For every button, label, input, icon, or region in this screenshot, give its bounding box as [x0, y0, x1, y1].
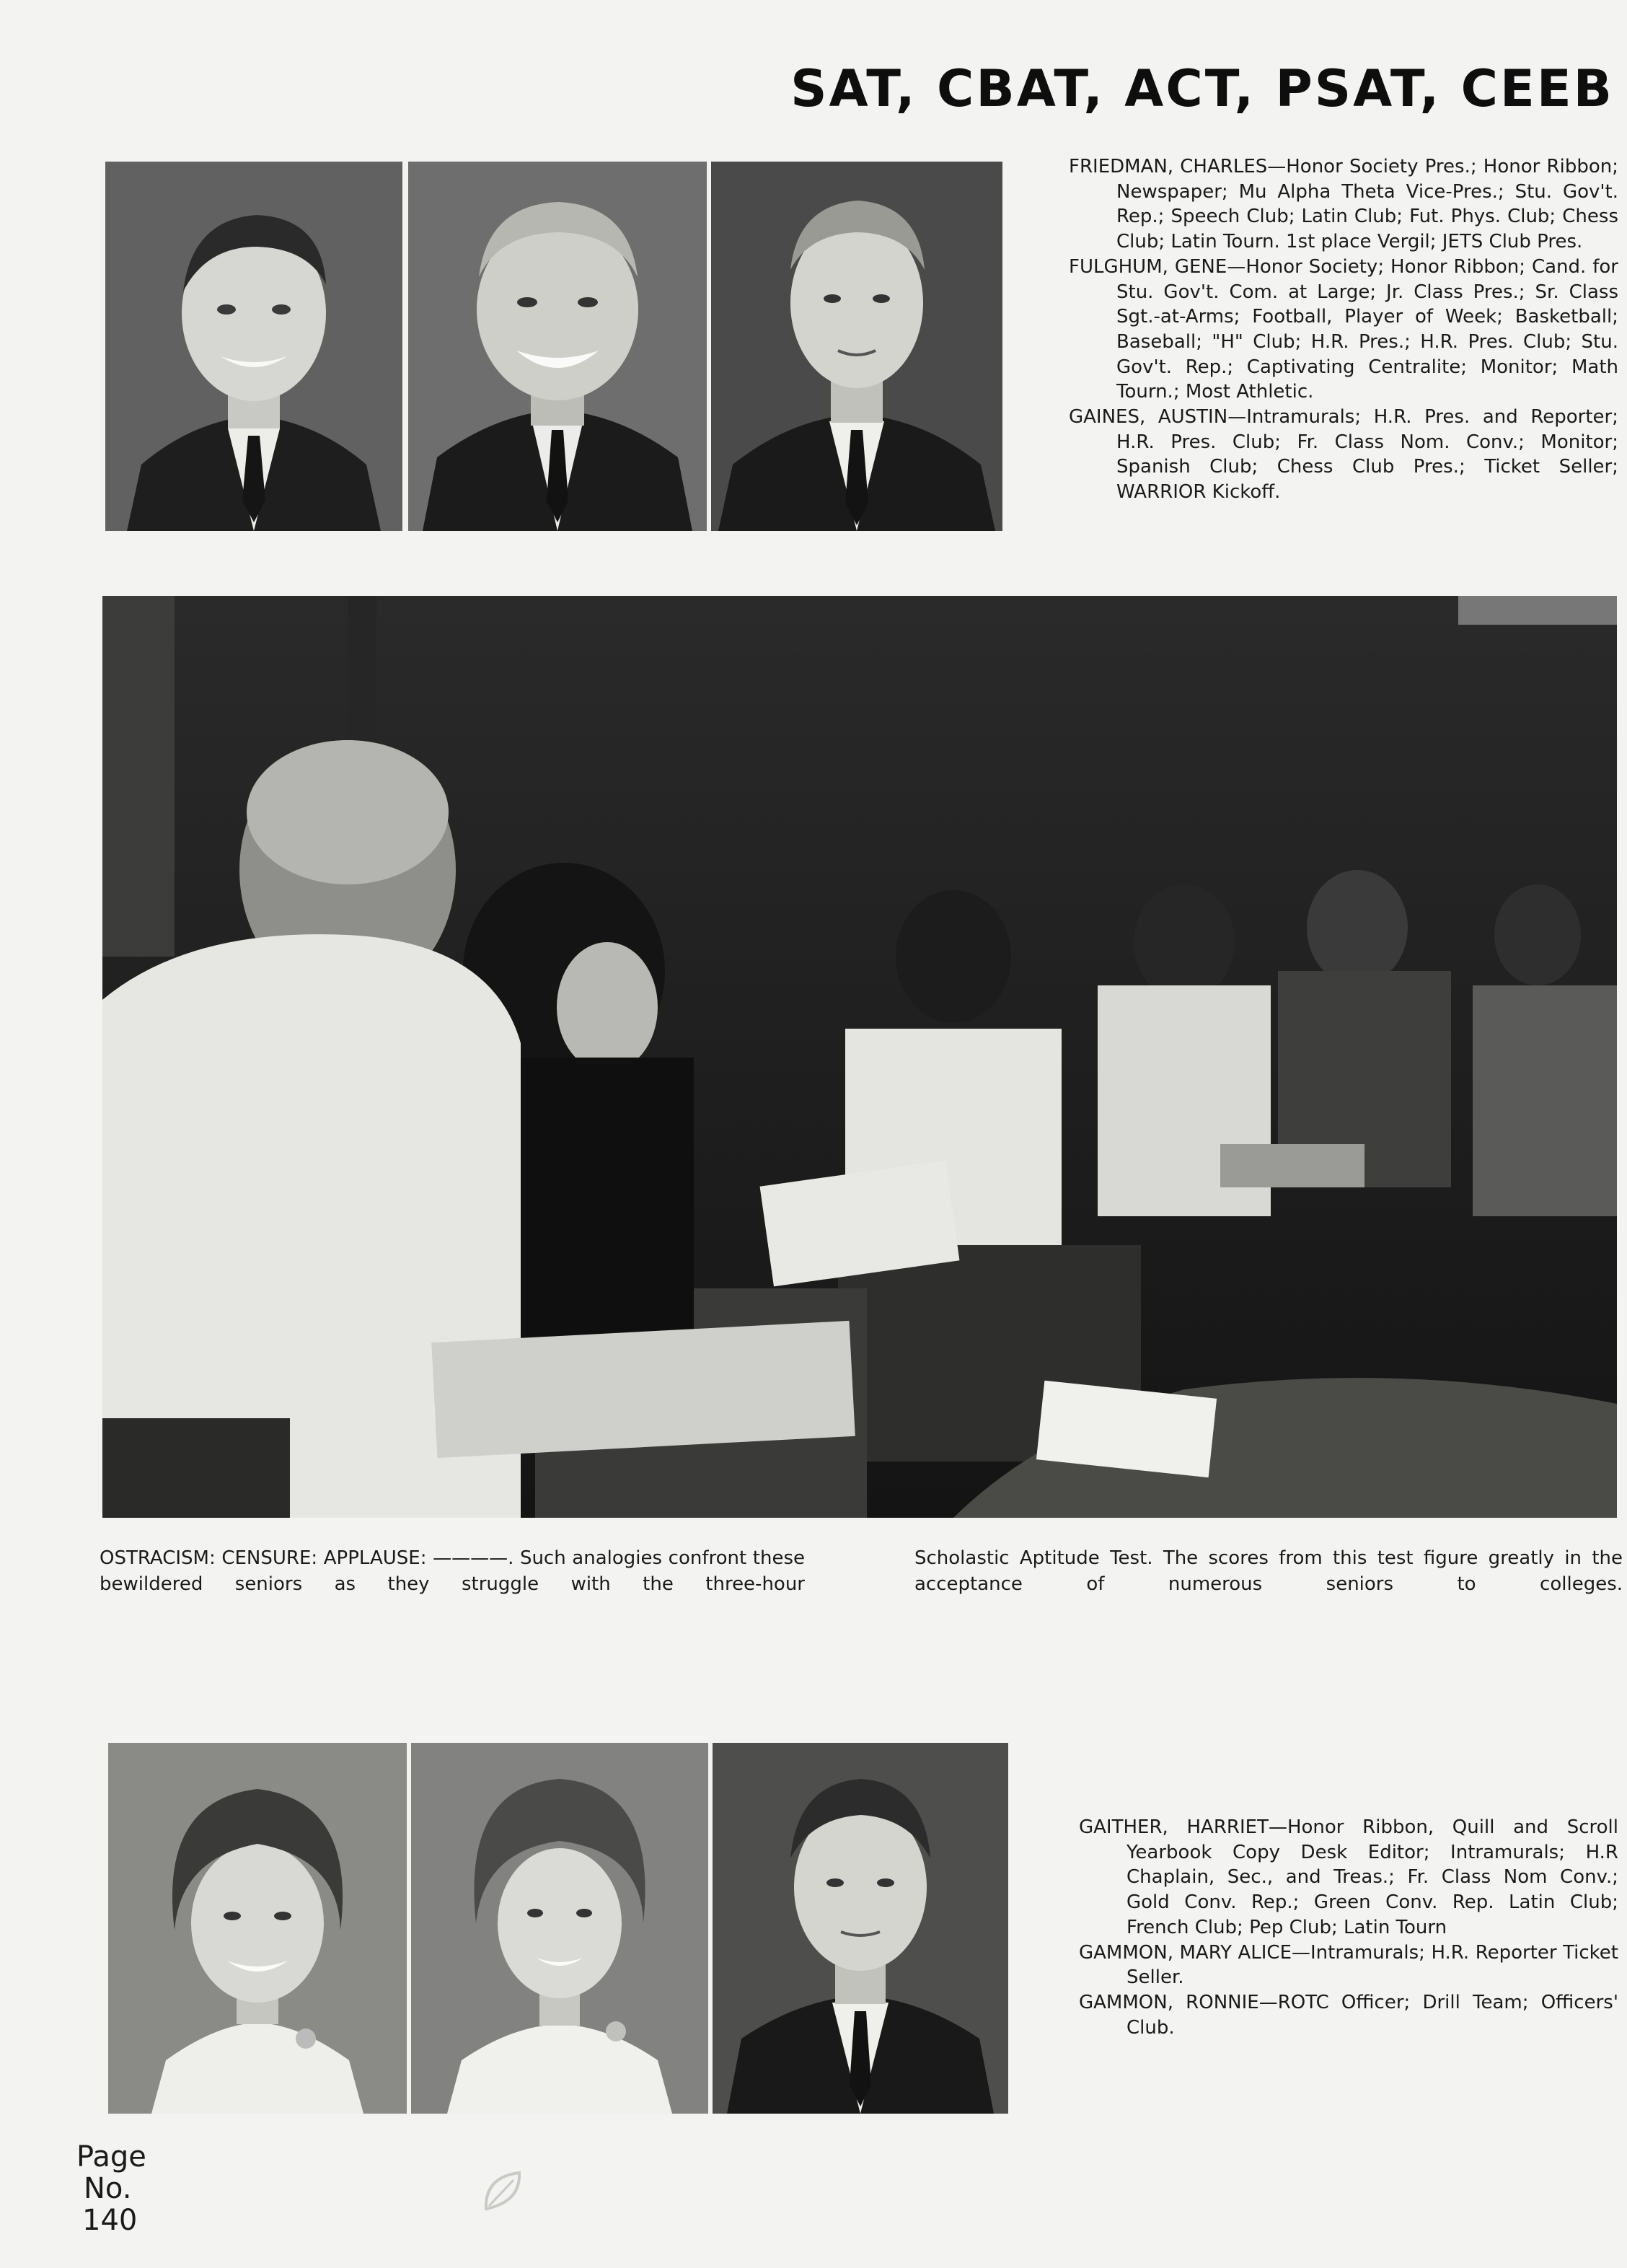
bio-name: GAMMON, RONNIE	[1079, 1991, 1259, 2013]
top-bio-column	[1069, 154, 1618, 505]
bio-details: Honor Society Pres.; Honor Ribbon; Newspaper; Mu Alpha Theta Vice-Pres.; Stu. Gov't. Rep.; Speech Club; Latin Club; Fut. Phys. Club; Chess Club; Latin Tourn. 1st place Vergil; JETS Club Pres.	[1116, 156, 1618, 253]
page-number	[76, 2141, 146, 2236]
bio-name: FULGHUM, GENE	[1069, 255, 1227, 278]
bio-name: FRIEDMAN, CHARLES	[1069, 156, 1268, 177]
bio-entry: GAMMON, MARY ALICE—Intramurals; H.R. Reporter Ticket Seller.	[1079, 1941, 1618, 1989]
portrait-photo-mary-alice-gammon	[411, 1743, 708, 2114]
bio-details: Intramurals; H.R. Reporter Ticket Seller.	[1126, 1941, 1618, 1989]
photo-caption-right: Scholastic Aptitude Test. The scores from this test figure greatly in the acceptance of numerous seniors to colleges.	[914, 1547, 1623, 1595]
bio-name: GAINES, AUSTIN	[1069, 406, 1228, 428]
portrait-photo-gaither	[108, 1743, 407, 2114]
bio-entry: FRIEDMAN, CHARLES—Honor Society Pres.; Honor Ribbon; Newspaper; Mu Alpha Theta Vice-Pres.; Stu. Gov't. Rep.; Speech Club; Latin Club; Fut. Phys. Club; Chess Club; Latin Tourn. 1st place Vergil; JETS Club Pres.	[1069, 156, 1618, 253]
page-title: SAT, CBAT, ACT, PSAT, CEEB	[790, 59, 1614, 118]
leaf-icon	[482, 2170, 524, 2213]
photo-caption-left: OSTRACISM: CENSURE: APPLAUSE: ————. Such analogies confront these bewildered seniors as they struggle with the three-hour	[100, 1547, 805, 1595]
bottom-bio-column	[1079, 1815, 1618, 2040]
bio-name: GAITHER, HARRIET	[1079, 1816, 1269, 1838]
bio-details: Intramurals; H.R. Pres. and Reporter; H.R. Pres. Club; Fr. Class Nom. Conv.; Monitor; Spanish Club; Chess Club Pres.; Ticket Seller; WARRIOR Kickoff.	[1116, 406, 1618, 504]
page-number-abbrev: No.	[84, 2172, 132, 2205]
bio-details: Honor Society; Honor Ribbon; Cand. for Stu. Gov't. Com. at Large; Jr. Class Pres.; Sr. Class Sgt.-at-Arms; Football, Player of Week; Basketball; Baseball; "H" Club; H.R. Pres.; H.R. Pres. Club; Stu. Gov't. Rep.; Captivating Centralite; Monitor; Math Tourn.; Most Athletic.	[1116, 255, 1618, 403]
bio-entry: FULGHUM, GENE—Honor Society; Honor Ribbon; Cand. for Stu. Gov't. Com. at Large; Jr. Class Pres.; Sr. Class Sgt.-at-Arms; Football, Player of Week; Basketball; Baseball; "H" Club; H.R. Pres.; H.R. Pres. Club; Stu. Gov't. Rep.; Captivating Centralite; Monitor; Math Tourn.; Most Athletic.	[1069, 255, 1618, 403]
bio-details: Honor Ribbon, Quill and Scroll Yearbook Copy Desk Editor; Intramurals; H.R Chaplain, Sec., and Treas.; Fr. Class Nom Conv.; Gold Conv. Rep.; Green Conv. Rep. Latin Club; French Club; Pep Club; Latin Tourn	[1126, 1816, 1618, 1938]
portrait-photo-fulghum	[408, 162, 707, 531]
page-number-label: Page	[76, 2140, 146, 2174]
bio-entry: GAMMON, RONNIE—ROTC Officer; Drill Team; Officers' Club.	[1079, 1991, 1618, 2039]
page-number-value: 140	[82, 2204, 138, 2237]
bio-name: GAMMON, MARY ALICE	[1079, 1941, 1292, 1964]
portrait-photo-friedman	[105, 162, 402, 531]
bio-entry: GAINES, AUSTIN—Intramurals; H.R. Pres. and Reporter; H.R. Pres. Club; Fr. Class Nom. Conv.; Monitor; Spanish Club; Chess Club Pres.; Ticket Seller; WARRIOR Kickoff.	[1069, 406, 1618, 504]
bio-entry: GAITHER, HARRIET—Honor Ribbon, Quill and Scroll Yearbook Copy Desk Editor; Intramurals; H.R Chaplain, Sec., and Treas.; Fr. Class Nom Conv.; Gold Conv. Rep.; Green Conv. Rep. Latin Club; French Club; Pep Club; Latin Tourn	[1079, 1816, 1618, 1938]
portrait-photo-gaines	[711, 162, 1002, 531]
bio-details: ROTC Officer; Drill Team; Officers' Club.	[1126, 1991, 1618, 2039]
portrait-photo-ronnie-gammon	[713, 1743, 1008, 2114]
classroom-test-photo	[102, 596, 1617, 1518]
